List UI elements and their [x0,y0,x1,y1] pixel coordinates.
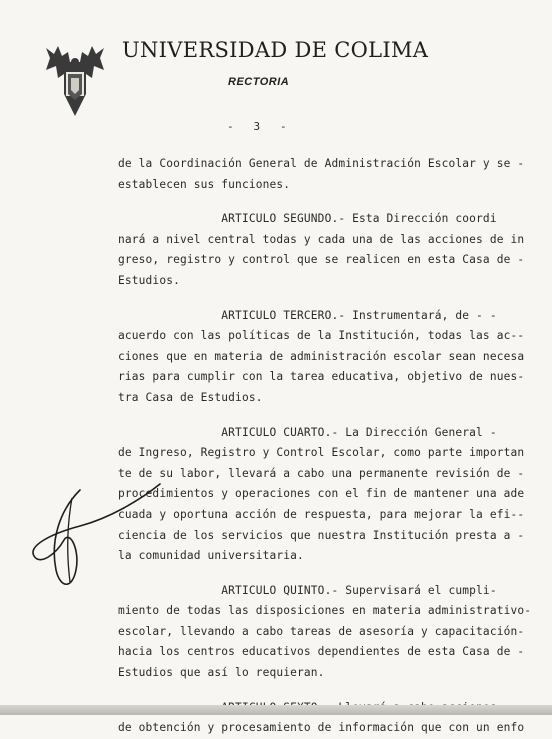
text-line: hacia los centros educativos dependientes de esta Casa de - [118,645,525,659]
handwritten-signature-icon [20,470,170,600]
text-line: de la Coordinación General de Administración Escolar y se - [118,157,525,170]
text-line: de obtención y procesamiento de información que con un enfo [118,721,525,735]
paragraph-articulo-quinto [118,581,532,684]
paragraph [118,154,525,195]
document-body [118,154,532,739]
scan-edge [0,705,552,715]
paragraph-articulo-segundo [118,209,525,291]
paragraph-articulo-cuarto [118,423,525,567]
text-line: ARTICULO CUARTO.- La Dirección General - [118,425,497,439]
text-line: Estudios. [118,273,180,287]
text-line: ciencia de los servicios que nuestra Institución presta a - [118,528,525,542]
text-line: miento de todas las disposiciones en materia administrativo- [118,604,532,618]
text-line: tra Casa de Estudios. [118,390,263,404]
text-line: procedimientos y operaciones con el fin de mantener una ade [118,487,525,501]
text-line: ARTICULO TERCERO.- Instrumentará, de - - [118,308,497,322]
text-line: ARTICULO SEGUNDO.- Esta Dirección coordi [118,212,497,226]
text-line: rias para cumplir con la tarea educativa, objetivo de nues- [118,370,525,384]
text-line: greso, registro y control que se realicen en esta Casa de - [118,253,525,267]
university-eagle-crest-icon [44,44,106,120]
text-line: establecen sus funciones. [118,177,291,191]
text-line: de Ingreso, Registro y Control Escolar, como parte importan [118,446,525,460]
office-name: RECTORIA [228,76,290,88]
text-line: Estudios que así lo requieran. [118,666,325,680]
text-line: nará a nivel central todas y cada una de las acciones de in [118,232,525,246]
text-line: escolar, llevando a cabo tareas de asesoría y capacitación- [118,624,525,638]
text-line: te de su labor, llevará a cabo una permanente revisión de - [118,466,525,480]
text-line: ARTICULO QUINTO.- Supervisará el cumpli- [118,583,497,597]
paragraph-articulo-sexto [118,698,525,739]
page-number: - 3 - [227,120,287,133]
institution-title: UNIVERSIDAD DE COLIMA [122,38,429,62]
text-line: acuerdo con las políticas de la Institución, todas las ac-- [118,329,525,343]
paragraph-articulo-tercero [118,306,525,409]
text-line: la comunidad universitaria. [118,549,304,563]
text-line: ciones que en materia de administración escolar sean necesa [118,349,525,363]
text-line: cuada y oportuna acción de respuesta, para mejorar la efi-- [118,507,525,521]
